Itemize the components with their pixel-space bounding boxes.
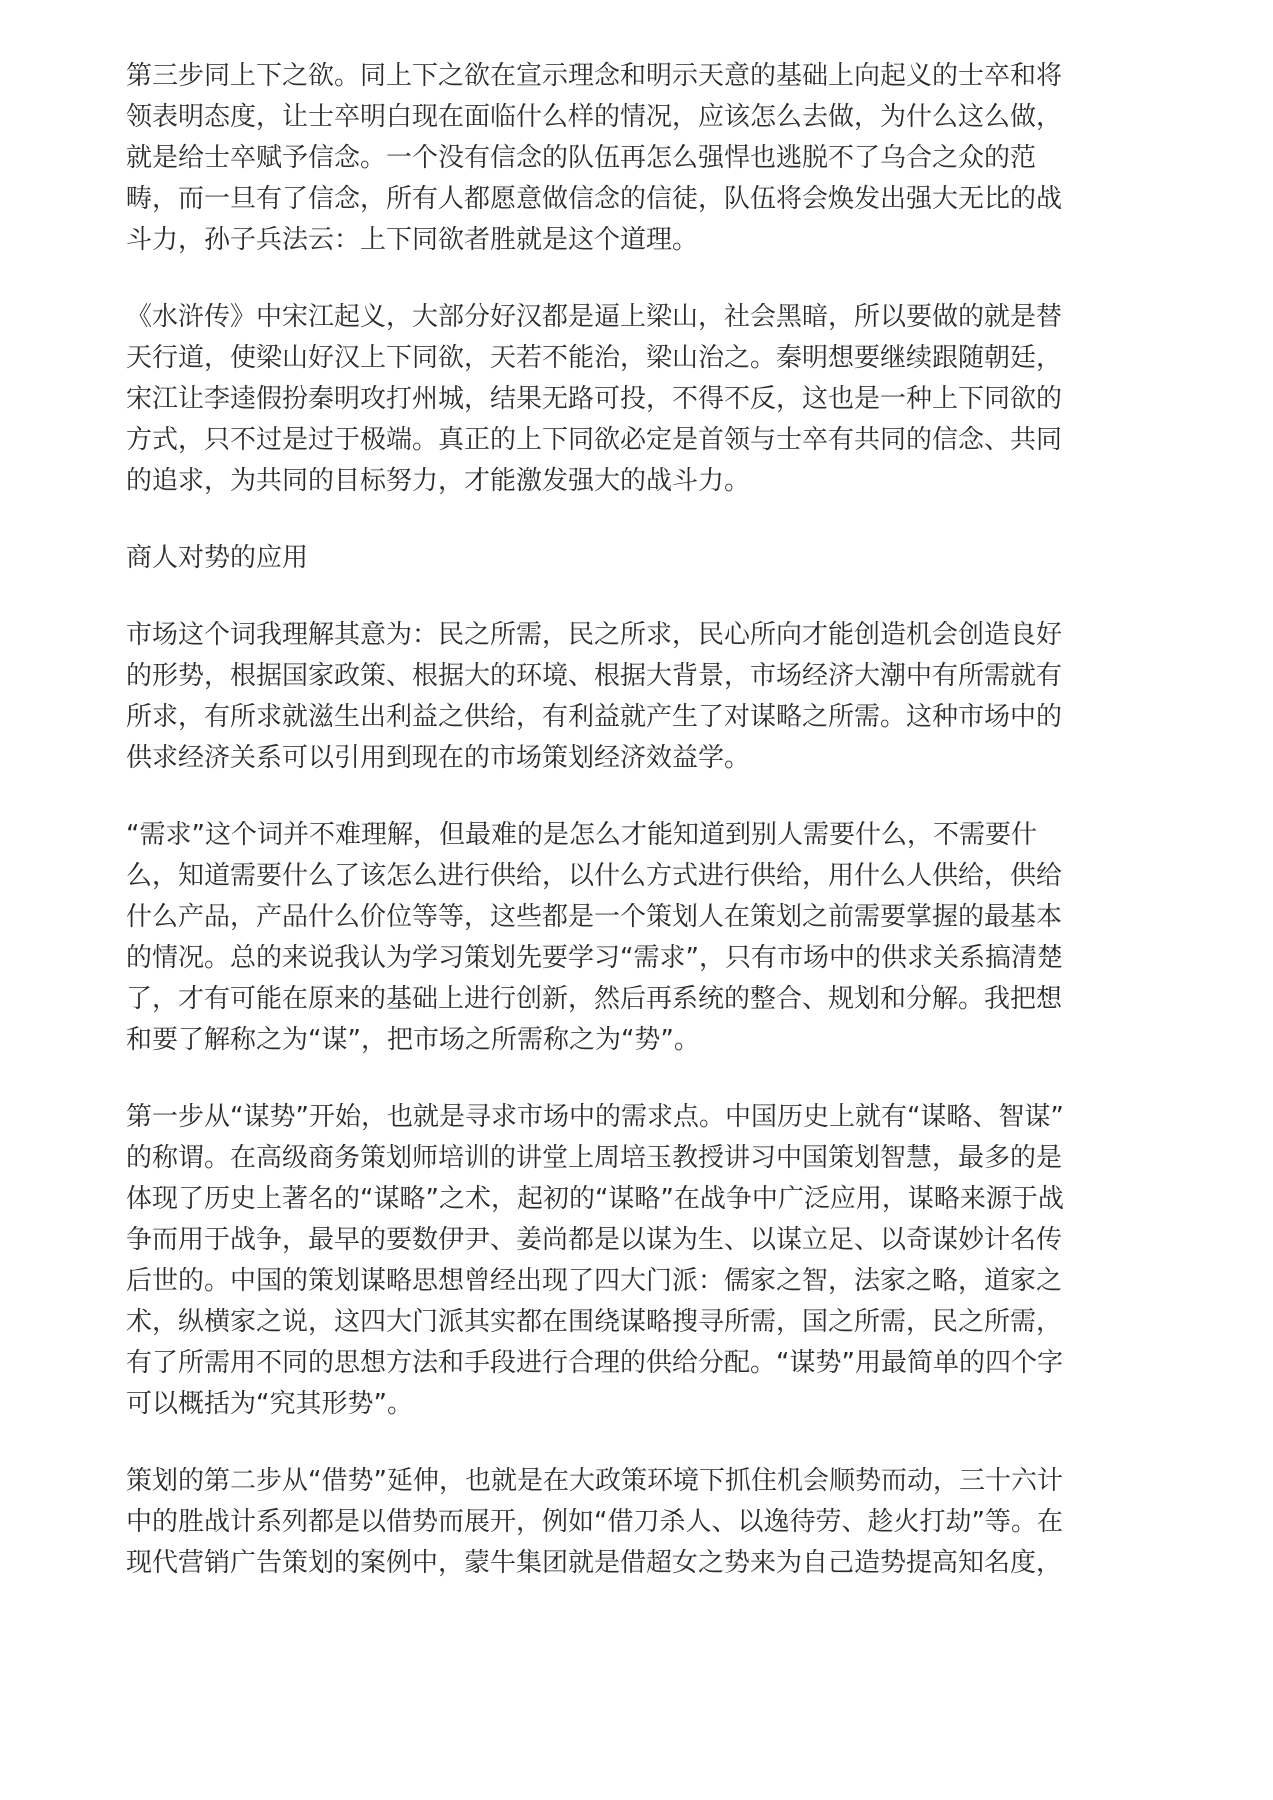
text-line: 第三步同上下之欲。同上下之欲在宣示理念和明示天意的基础上向起义的士卒和将: [126, 61, 1063, 91]
heading-text: 商人对势的应用: [126, 543, 309, 573]
text-line: 方式，只不过是过于极端。真正的上下同欲必定是首领与士卒有共同的信念、共同: [126, 425, 1063, 455]
text-line: 的情况。总的来说我认为学习策划先要学习“需求”，只有市场中的供求关系搞清楚: [126, 943, 1063, 973]
text-line: 宋江让李逵假扮秦明攻打州城，结果无路可投，不得不反，这也是一种上下同欲的: [126, 384, 1063, 414]
paragraph-gap: [126, 502, 1156, 538]
text-line: 所求，有所求就滋生出利益之供给，有利益就产生了对谋略之所需。这种市场中的: [126, 702, 1063, 732]
text-line: 就是给士卒赋予信念。一个没有信念的队伍再怎么强悍也逃脱不了乌合之众的范: [126, 143, 1037, 173]
text-line: 中的胜战计系列都是以借势而展开，例如“借刀杀人、以逸待劳、趁火打劫”等。在: [126, 1507, 1063, 1537]
text-line: 后世的。中国的策划谋略思想曾经出现了四大门派：儒家之智，法家之略，道家之: [126, 1266, 1063, 1296]
text-line: 斗力，孙子兵法云：上下同欲者胜就是这个道理。: [126, 225, 699, 255]
text-line: 的追求，为共同的目标努力，才能激发强大的战斗力。: [126, 466, 751, 496]
text-line: 的称谓。在高级商务策划师培训的讲堂上周培玉教授讲习中国策划智慧，最多的是: [126, 1143, 1063, 1173]
text-line: 领表明态度，让士卒明白现在面临什么样的情况，应该怎么去做，为什么这么做，: [126, 102, 1063, 132]
text-line: 天行道，使梁山好汉上下同欲，天若不能治，梁山治之。秦明想要继续跟随朝廷，: [126, 343, 1063, 373]
document-page: [126, 56, 1156, 1584]
text-line: 策划的第二步从“借势”延伸，也就是在大政策环境下抓住机会顺势而动，三十六计: [126, 1466, 1063, 1496]
text-line: “需求”这个词并不难理解，但最难的是怎么才能知道到别人需要什么，不需要什: [126, 820, 1037, 850]
text-line: 么，知道需要什么了该怎么进行供给，以什么方式进行供给，用什么人供给，供给: [126, 861, 1063, 891]
text-line: 市场这个词我理解其意为：民之所需，民之所求，民心所向才能创造机会创造良好: [126, 620, 1063, 650]
paragraph-step-one: [126, 1097, 1156, 1425]
paragraph-gap: [126, 579, 1156, 615]
paragraph-gap: [126, 261, 1156, 297]
paragraph-gap: [126, 779, 1156, 815]
paragraph-step-three: [126, 56, 1156, 261]
section-heading: [126, 538, 1156, 579]
text-line: 体现了历史上著名的“谋略”之术，起初的“谋略”在战争中广泛应用，谋略来源于战: [126, 1184, 1064, 1214]
text-line: 什么产品，产品什么价位等等，这些都是一个策划人在策划之前需要掌握的最基本: [126, 902, 1063, 932]
text-line: 和要了解称之为“谋”，把市场之所需称之为“势”。: [126, 1025, 700, 1055]
paragraph-shuihu: [126, 297, 1156, 502]
text-line: 现代营销广告策划的案例中，蒙牛集团就是借超女之势来为自己造势提高知名度，: [126, 1548, 1063, 1578]
text-line: 有了所需用不同的思想方法和手段进行合理的供给分配。“谋势”用最简单的四个字: [126, 1348, 1063, 1378]
text-line: 的形势，根据国家政策、根据大的环境、根据大背景，市场经济大潮中有所需就有: [126, 661, 1063, 691]
text-line: 术，纵横家之说，这四大门派其实都在围绕谋略搜寻所需，国之所需，民之所需，: [126, 1307, 1063, 1337]
text-line: 畴，而一旦有了信念，所有人都愿意做信念的信徒，队伍将会焕发出强大无比的战: [126, 184, 1063, 214]
text-line: 供求经济关系可以引用到现在的市场策划经济效益学。: [126, 743, 751, 773]
paragraph-gap: [126, 1425, 1156, 1461]
text-line: 第一步从“谋势”开始，也就是寻求市场中的需求点。中国历史上就有“谋略、智谋”: [126, 1102, 1064, 1132]
text-line: 可以概括为“究其形势”。: [126, 1389, 413, 1419]
paragraph-step-two: [126, 1461, 1156, 1584]
text-line: 《水浒传》中宋江起义，大部分好汉都是逼上梁山，社会黑暗，所以要做的就是替: [126, 302, 1063, 332]
paragraph-demand: [126, 815, 1156, 1061]
text-line: 了，才有可能在原来的基础上进行创新，然后再系统的整合、规划和分解。我把想: [126, 984, 1063, 1014]
paragraph-gap: [126, 1061, 1156, 1097]
paragraph-market: [126, 615, 1156, 779]
text-line: 争而用于战争，最早的要数伊尹、姜尚都是以谋为生、以谋立足、以奇谋妙计名传: [126, 1225, 1063, 1255]
